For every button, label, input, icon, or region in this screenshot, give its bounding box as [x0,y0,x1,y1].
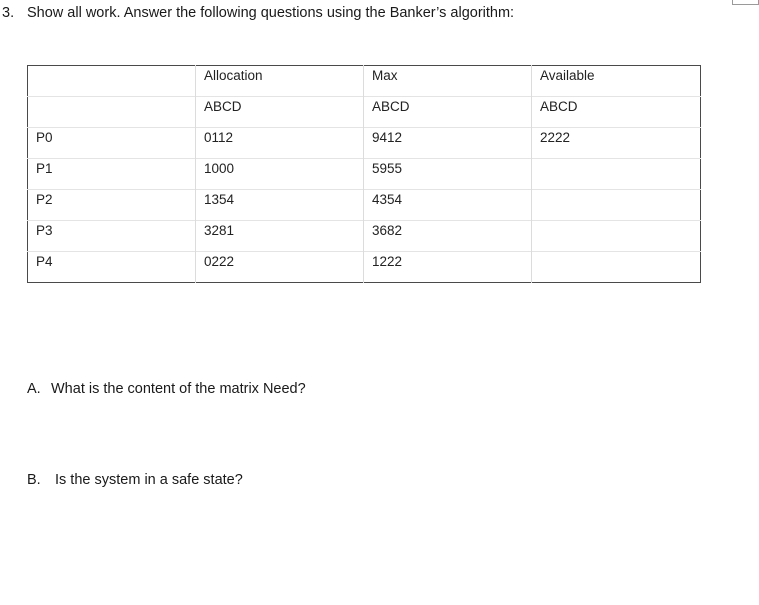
table-cell: 0112 [196,128,364,159]
table-cell: 2222 [532,128,701,159]
table-cell [532,252,701,283]
table-cell [532,159,701,190]
question-text: Show all work. Answer the following questions using the Banker’s algorithm: [27,5,515,21]
table-cell [532,221,701,252]
sub-question-letter: A. [27,381,41,397]
table-cell: P4 [28,252,196,283]
table-cell: ABCD [532,97,701,128]
table-row [28,97,701,128]
table-row [28,252,701,283]
sub-question-text: Is the system in a safe state? [55,472,243,488]
table-row [28,128,701,159]
table-cell: 1222 [364,252,532,283]
question-heading [2,5,514,21]
table-body [28,66,701,283]
table-cell: P0 [28,128,196,159]
table-cell: 4354 [364,190,532,221]
page-corner-mark [732,0,759,5]
table-cell: 1354 [196,190,364,221]
sub-question-text: What is the content of the matrix Need? [51,381,306,397]
sub-question-a [27,381,306,397]
table-cell: ABCD [364,97,532,128]
table-row [28,159,701,190]
bankers-table [27,65,701,283]
table-cell: Allocation [196,66,364,97]
table-row [28,190,701,221]
table-cell: 3682 [364,221,532,252]
table-cell: ABCD [196,97,364,128]
table-cell: Max [364,66,532,97]
table-cell [28,66,196,97]
table-cell: P3 [28,221,196,252]
table-row [28,66,701,97]
table-cell: 5955 [364,159,532,190]
table-cell [28,97,196,128]
table-cell: P1 [28,159,196,190]
sub-question-letter: B. [27,472,41,488]
table-row [28,221,701,252]
table-cell: 1000 [196,159,364,190]
table-cell: Available [532,66,701,97]
table-cell [532,190,701,221]
table-cell: 0222 [196,252,364,283]
table-cell: 9412 [364,128,532,159]
sub-question-b [27,472,243,488]
question-number: 3. [2,5,15,21]
table-cell: P2 [28,190,196,221]
table-cell: 3281 [196,221,364,252]
